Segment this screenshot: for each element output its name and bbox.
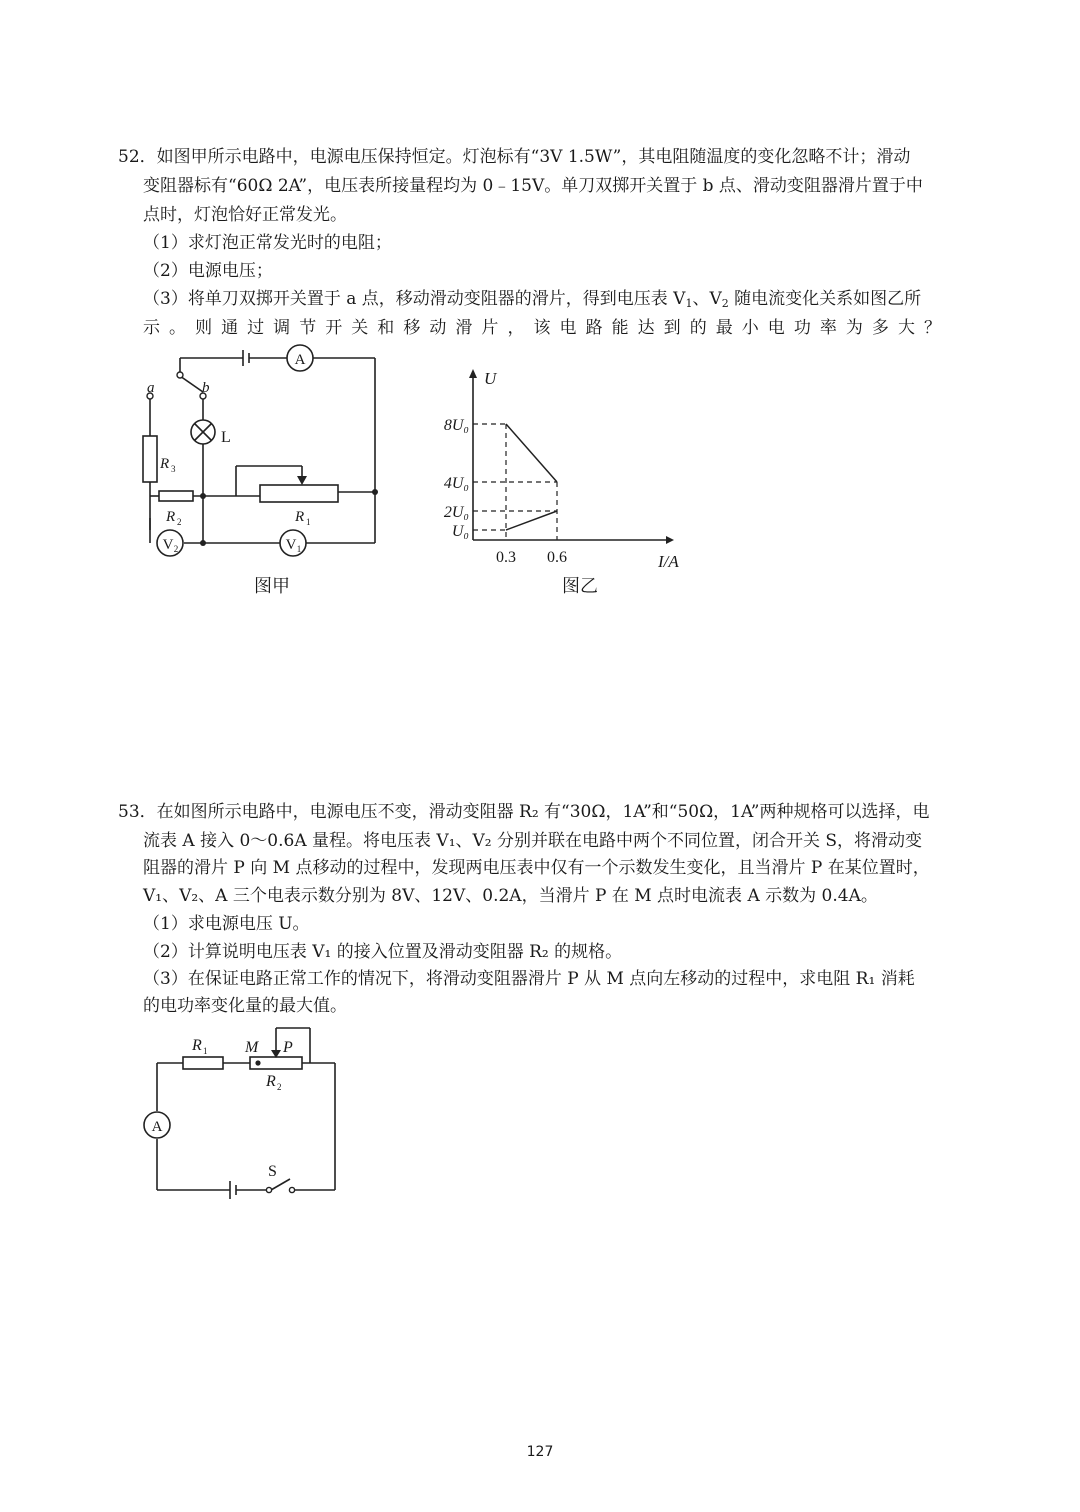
y-axis-arrow [469,369,477,378]
q53-line-1: 53．在如图所示电路中，电源电压不变，滑动变阻器 R₂ 有“30Ω，1A”和“50Ω，1A”两种规格可以选择，电 [118,802,930,822]
label-r2-sub: 2 [177,517,182,527]
ammeter-icon [287,345,313,371]
q53-part-3: （3）在保证电路正常工作的情况下，将滑动变阻器滑片 P 从 M 点向左移动的过程中，求电阻 R₁ 消耗 [143,969,915,989]
q53-line-2: 流表 A 接入 0～0.6A 量程。将电压表 V₁、V₂ 分别并联在电路中两个不同位置，闭合开关 S，将滑动变 [143,831,923,851]
svg-text:A: A [294,352,306,368]
q53-line-4: V₁、V₂、A 三个电表示数分别为 8V、12V、0.2A，当滑片 P 在 M 点时电流表 A 示数为 0.4A。 [143,886,878,906]
label-m: M [245,1039,259,1056]
label-r1-sub: 1 [203,1046,208,1056]
q52-part-3-text-a: （3）将单刀双掷开关置于 a 点，移动滑动变阻器的滑片，得到电压表 V [143,289,686,309]
page-number: 127 [526,1444,554,1460]
label-r1-sub: 1 [306,517,311,527]
label-r3: R [160,456,170,472]
label-s: S [268,1163,277,1180]
graph-figure-b [430,362,700,582]
circuit-diagram-q53 [140,1025,350,1205]
svg-text:1: 1 [296,544,302,554]
q53-part-1: （1）求电源电压 U。 [143,914,310,934]
switch-terminal-left [266,1187,271,1192]
q52-line-1: 52．如图甲所示电路中，电源电压保持恒定。灯泡标有“3V 1.5W”，其电阻随温度的变化忽略不计；滑动 [118,147,911,167]
q52-part-3-text-c: 随电流变化关系如图乙所 [728,289,922,309]
label-b: b [202,380,210,396]
ammeter-icon [144,1112,170,1138]
q52-part-3-sub-2: 2 [721,297,729,310]
label-r1: R [192,1037,202,1054]
y-axis-label: U [484,369,497,388]
lamp-icon [191,420,215,444]
q53-part-2: （2）计算说明电压表 V₁ 的接入位置及滑动变阻器 R₂ 的规格。 [143,942,623,962]
q52-line-2: 变阻器标有“60Ω 2A”，电压表所接量程均为 0﹣15V。单刀双掷开关置于 b 点、滑动变阻器滑片置于中 [143,176,923,196]
x-tick-label: 0.6 [547,549,567,566]
svg-text:V: V [285,537,297,553]
x-tick-label: 0.3 [496,549,516,566]
q52-part-1: （1）求灯泡正常发光时的电阻； [143,233,392,253]
y-tick-label: U₀ [451,523,469,540]
voltmeter-v2-icon [157,530,183,556]
voltmeter-v1-icon [280,530,306,556]
label-a: a [147,380,155,396]
q52-part-3 [143,288,921,315]
y-tick-label: 2U₀ [443,504,469,521]
figure-a-caption: 图甲 [254,576,290,597]
q52-line-3: 点时，灯泡恰好正常发光。 [143,205,347,225]
label-r3-sub: 3 [171,464,176,474]
label-r1: R [295,509,305,525]
svg-text:A: A [151,1119,163,1135]
circuit-diagram-a [130,340,400,560]
label-r2: R [166,509,176,525]
x-axis-arrow [666,536,674,544]
svg-text:V: V [162,537,174,553]
point-m [255,1060,260,1065]
label-r2: R [266,1073,276,1090]
y-tick-label: 8U₀ [443,417,469,434]
switch-terminal-right [289,1187,294,1192]
label-p: P [283,1039,293,1056]
label-lamp: L [221,429,231,446]
q52-part-3-sub-1: 1 [685,297,693,310]
label-r2-sub: 2 [277,1082,282,1092]
q52-part-2: （2）电源电压； [143,261,273,281]
q52-part-3-text-b: 、V [692,289,722,309]
q53-part-3-cont: 的电功率变化量的最大值。 [143,996,347,1016]
series-line-1 [506,424,557,482]
q52-part-3-cont: 示。则通过调节开关和移动滑片，该电路能达到的最小电功率为多大？ [143,318,941,338]
y-tick-label: 4U₀ [443,475,469,492]
switch-pivot-terminal [177,372,183,378]
series-line-2 [506,511,557,530]
x-axis-label: I/A [658,552,679,571]
q53-line-3: 阻器的滑片 P 向 M 点移动的过程中，发现两电压表中仅有一个示数发生变化，且当滑片 P 在某位置时， [143,858,930,878]
svg-text:2: 2 [173,544,179,554]
figure-b-caption: 图乙 [562,576,598,597]
